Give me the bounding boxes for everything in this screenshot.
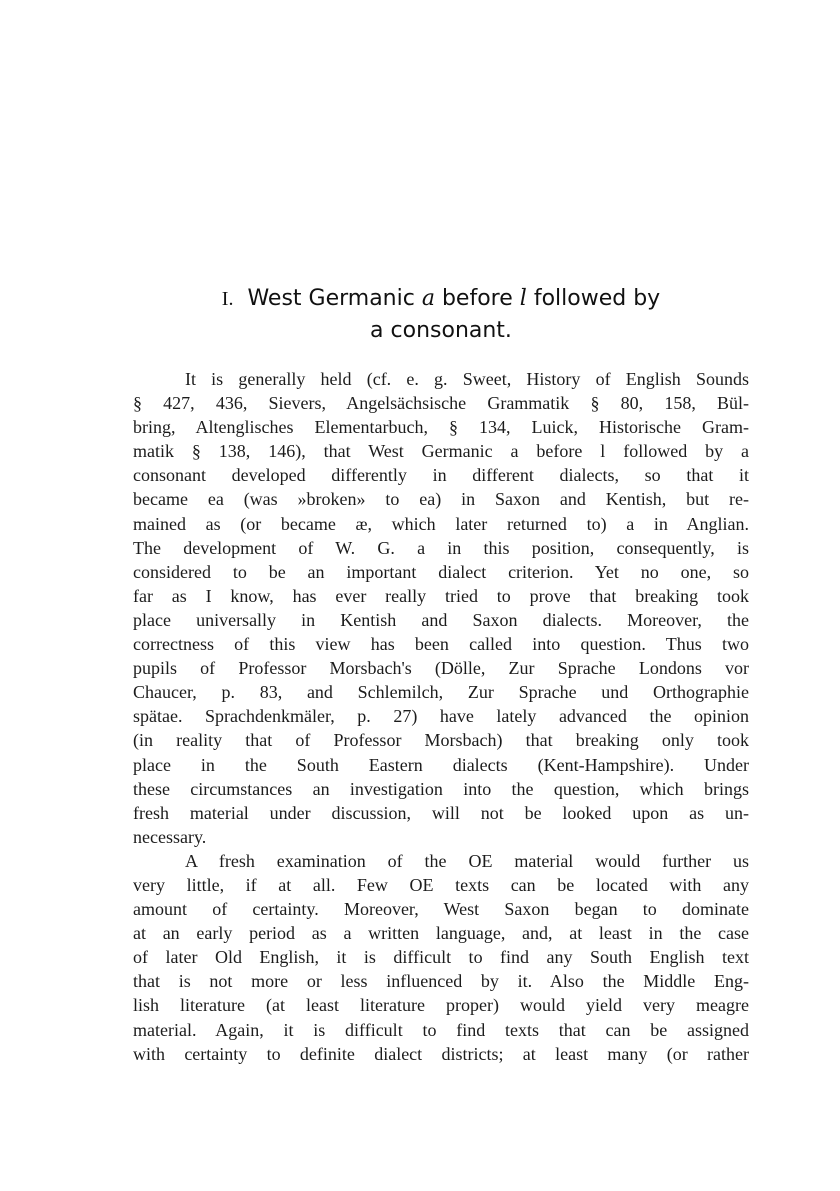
body-text [133,367,749,1066]
text-line: amount of certainty. Moreover, West Saxon began to dominate [133,899,749,920]
text-line: The development of W. G. a in this position, consequently, is [133,537,749,558]
text-line: consonant developed differently in different dialects, so that it [133,465,749,486]
text-line: It is generally held (cf. e. g. Sweet, History of English Sounds [185,369,749,389]
text-line: bring, Altenglisches Elementarbuch, § 134, Luick, Historische Gram- [133,417,749,438]
text-line: matik § 138, 146), that West Germanic a before l followed by a [133,441,749,462]
text-line: very little, if at all. Few OE texts can be located with any [133,874,749,895]
text-line: lish literature (at least literature proper) would yield very meagre [133,995,749,1016]
heading-italic-a: a [421,286,435,311]
text-line: pupils of Professor Morsbach's (Dölle, Zur Sprache Londons vor [133,658,749,679]
heading-italic-l: l [519,286,527,311]
text-line: that is not more or less influenced by it. Also the Middle Eng- [133,971,749,992]
heading-line-2: a consonant. [370,318,512,343]
text-line: necessary. [133,826,207,847]
text-line: considered to be an important dialect criterion. Yet no one, so [133,561,749,582]
text-line: far as I know, has ever really tried to prove that breaking took [133,585,749,606]
text-line: at an early period as a written language, and, at least in the case [133,923,749,944]
text-line: these circumstances an investigation into the question, which brings [133,778,749,799]
text-line: with certainty to definite dialect districts; at least many (or rather [133,1043,749,1064]
paragraph-1 [133,367,749,849]
text-line: § 427, 436, Sievers, Angelsächsische Grammatik § 80, 158, Bül- [133,393,749,414]
text-line: material. Again, it is difficult to find texts that can be assigned [133,1019,749,1040]
text-line: place universally in Kentish and Saxon dialects. Moreover, the [133,609,749,630]
heading-text-west-germanic: West Germanic [247,286,415,311]
heading-text-before: before [441,286,513,311]
heading-line-1 [222,286,660,311]
heading-text-followed-by: followed by [533,286,661,311]
text-line: became ea (was »broken» to ea) in Saxon and Kentish, but re- [133,489,749,510]
text-line: A fresh examination of the OE material would further us [185,850,749,871]
paragraph-2 [133,849,749,1066]
text-line: (in reality that of Professor Morsbach) that breaking only took [133,730,749,751]
chapter-numeral: I. [221,288,234,310]
text-line: fresh material under discussion, will not be looked upon as un- [133,802,749,823]
text-line: of later Old English, it is difficult to find any South English text [133,947,749,968]
text-line: correctness of this view has been called into question. Thus two [133,634,749,655]
text-line: mained as (or became æ, which later returned to) a in Anglian. [133,513,749,534]
text-line: spätae. Sprachdenkmäler, p. 27) have lately advanced the opinion [133,706,749,727]
text-line: place in the South Eastern dialects (Kent-Hampshire). Under [133,754,749,775]
chapter-heading [134,283,748,346]
text-line: Chaucer, p. 83, and Schlemilch, Zur Sprache und Orthographie [133,682,749,703]
